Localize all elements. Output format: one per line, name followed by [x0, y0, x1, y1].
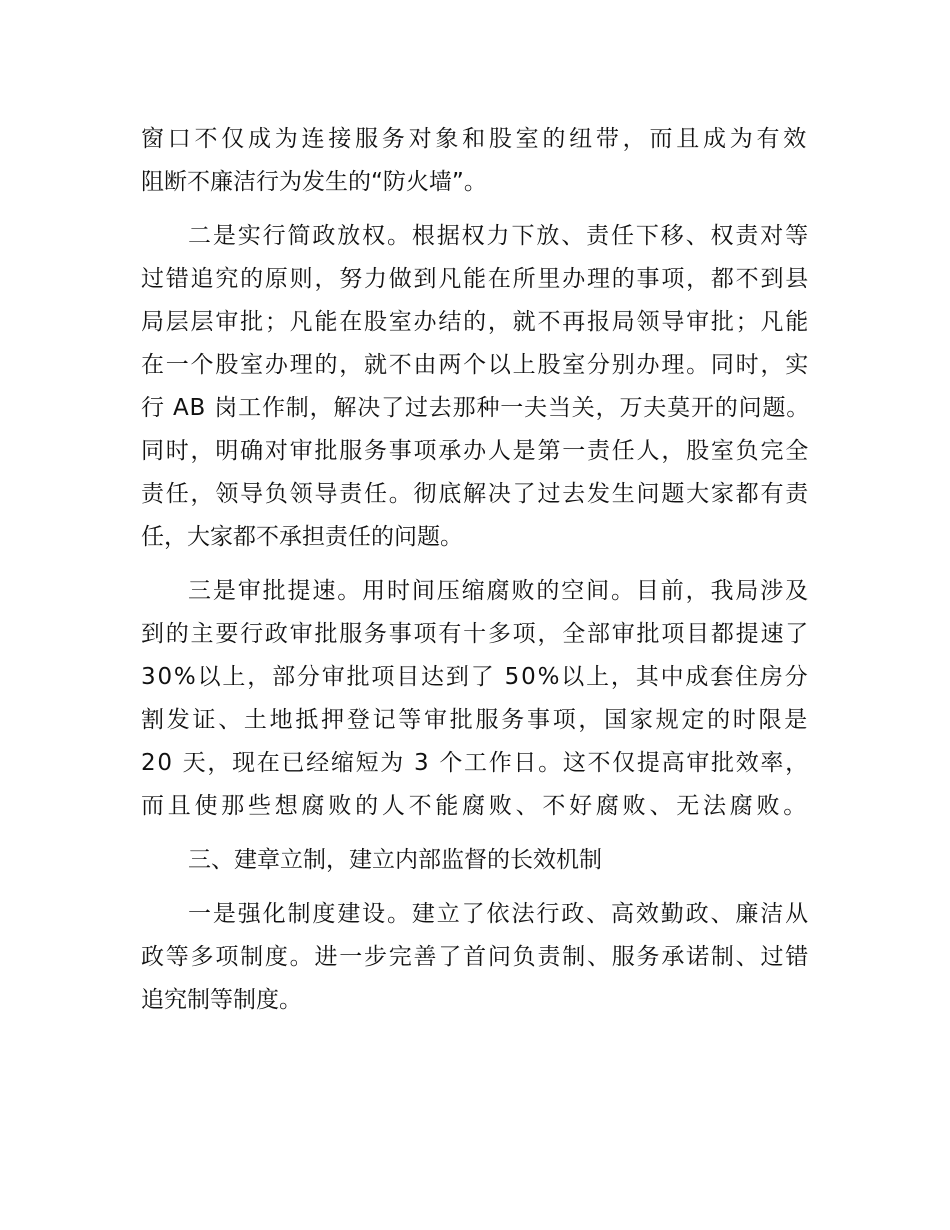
- paragraph-1-line-2: 阻断不廉洁行为发生的“防火墙”。: [141, 169, 487, 195]
- paragraph-3-line-6: 而且使那些想腐败的人不能腐败、不好腐败、无法腐败。: [141, 793, 810, 819]
- paragraph-3-line-3: 30%以上，部分审批项目达到了 50%以上，其中成套住房分: [141, 664, 810, 690]
- paragraph-2-line-5: 行 AB 岗工作制，解决了过去那种一夫当关，万夫莫开的问题。: [141, 395, 811, 421]
- paragraph-3-line-5: 20 天，现在已经缩短为 3 个工作日。这不仅提高审批效率，: [141, 750, 810, 776]
- paragraph-3-line-2: 到的主要行政审批服务事项有十多项，全部审批项目都提速了: [141, 621, 810, 647]
- paragraph-2-line-7: 责任，领导负领导责任。彻底解决了过去发生问题大家都有责: [141, 481, 810, 507]
- section-heading: 三、建章立制，建立内部监督的长效机制: [188, 847, 602, 873]
- paragraph-2-line-1: 二是实行简政放权。根据权力下放、责任下移、权责对等: [188, 223, 810, 249]
- paragraph-2-line-3: 局层层审批；凡能在股室办结的，就不再报局领导审批；凡能: [141, 309, 810, 335]
- paragraph-4-line-2: 政等多项制度。进一步完善了首问负责制、服务承诺制、过错: [141, 944, 810, 970]
- paragraph-1-line-1: 窗口不仅成为连接服务对象和股室的纽带，而且成为有效: [141, 126, 810, 152]
- paragraph-2-line-4: 在一个股室办理的，就不由两个以上股室分别办理。同时，实: [141, 352, 810, 378]
- paragraph-2-line-6: 同时，明确对审批服务事项承办人是第一责任人，股室负完全: [141, 438, 810, 464]
- paragraph-2-line-8: 任，大家都不承担责任的问题。: [141, 524, 463, 550]
- paragraph-3-line-4: 割发证、土地抵押登记等审批服务事项，国家规定的时限是: [141, 707, 810, 733]
- paragraph-2-line-2: 过错追究的原则，努力做到凡能在所里办理的事项，都不到县: [141, 266, 810, 292]
- paragraph-3-line-1: 三是审批提速。用时间压缩腐败的空间。目前，我局涉及: [188, 578, 810, 604]
- paragraph-4-line-3: 追究制等制度。: [141, 987, 302, 1013]
- paragraph-4-line-1: 一是强化制度建设。建立了依法行政、高效勤政、廉洁从: [188, 901, 810, 927]
